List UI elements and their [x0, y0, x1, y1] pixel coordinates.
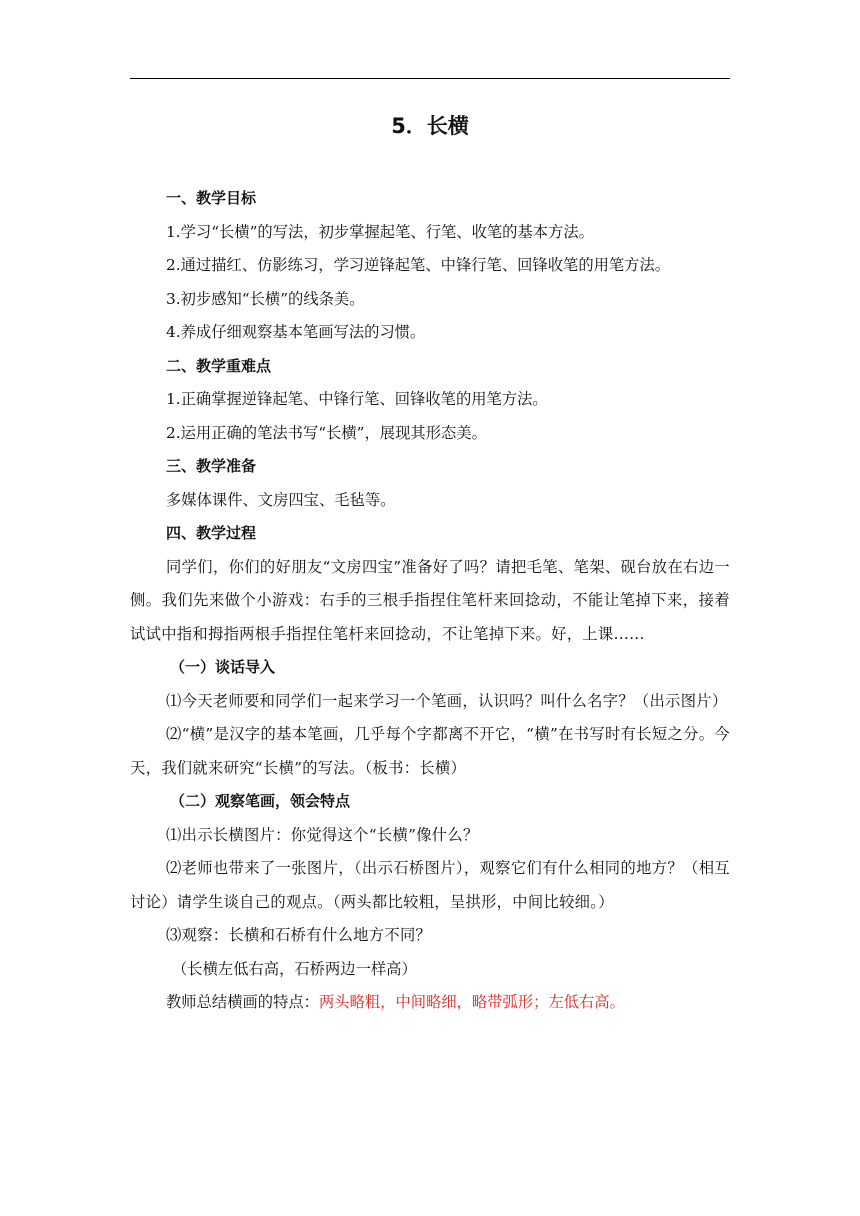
section-heading-objectives: 一、教学目标: [166, 189, 257, 207]
objective-item: 3.初步感知“长横”的线条美。: [166, 289, 365, 308]
subsection-heading-intro-talk: （一）谈话导入: [170, 658, 276, 676]
section-heading-key-points: 二、教学重难点: [166, 356, 272, 375]
intro-talk-paragraph: ⑴今天老师要和同学们一起来学习一个笔画，认识吗？叫什么名字？（出示图片）: [166, 691, 728, 710]
section-heading-process: 四、教学过程: [166, 524, 257, 542]
process-intro-paragraph: 同学们，你们的好朋友“文房四宝”准备好了吗？请把毛笔、笔架、砚台放在右边一侧。我们先来做个小游戏：右手的三根手指捏住笔杆来回捻动，不能让笔掉下来，接着试试中指和拇指两根手指捏住笔杆来回捻动，不让笔掉下来。好，上课……: [130, 557, 730, 643]
header-rule: [130, 78, 730, 79]
summary-label: 教师总结横画的特点：: [166, 993, 319, 1011]
key-point-item: 1.正确掌握逆锋起笔、中锋行笔、回锋收笔的用笔方法。: [166, 390, 548, 408]
document-title: 5．长横: [391, 114, 469, 138]
observe-paragraph: ⑴出示长横图片：你觉得这个“长横”像什么？: [166, 825, 479, 844]
preparation-text: 多媒体课件、文房四宝、毛毡等。: [166, 490, 396, 509]
intro-talk-paragraph: ⑵“横”是汉字的基本笔画，几乎每个字都离不开它，“横”在书写时有长短之分。今天，我们就来研究“长横”的写法。（板书：长横）: [130, 725, 730, 777]
subsection-heading-observe: （二）观察笔画，领会特点: [170, 792, 351, 810]
observe-paragraph: ⑶观察：长横和石桥有什么地方不同？: [166, 926, 432, 944]
document-body: [130, 108, 730, 1020]
key-point-item: 2.运用正确的笔法书写“长横”，展现其形态美。: [166, 423, 487, 442]
observe-paragraph: ⑵老师也带来了一张图片，（出示石桥图片），观察它们有什么相同的地方？（相互讨论）请学生谈自己的观点。（两头都比较粗，呈拱形，中间比较细。）: [130, 859, 730, 911]
section-heading-preparation: 三、教学准备: [166, 457, 257, 475]
objective-item: 4.养成仔细观察基本笔画写法的习惯。: [166, 323, 426, 341]
observe-answer: （长横左低右高，石桥两边一样高）: [172, 959, 417, 978]
objective-item: 2.通过描红、仿影练习，学习逆锋起笔、中锋行笔、回锋收笔的用笔方法。: [166, 256, 671, 274]
summary-highlight: 两头略粗，中间略细，略带弧形；左低右高。: [318, 993, 625, 1011]
summary-line: [130, 986, 730, 1020]
objective-item: 1.学习“长横”的写法，初步掌握起笔、行笔、收笔的基本方法。: [166, 222, 594, 241]
